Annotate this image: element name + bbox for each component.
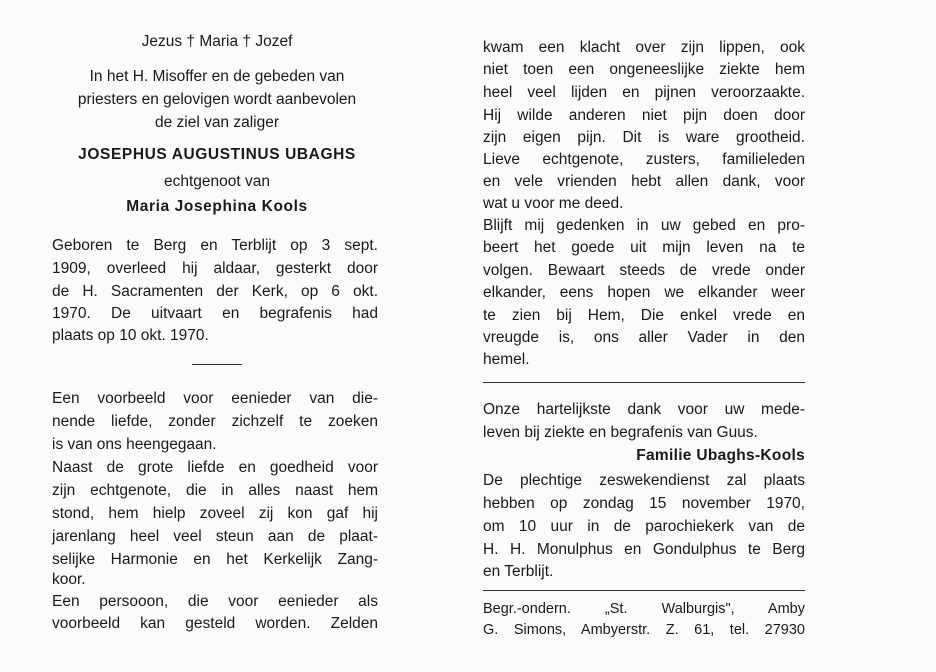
tribute-cont-line: heel veel lijden en pijnen veroorzaakte. — [483, 84, 805, 101]
section-divider — [483, 590, 805, 591]
tribute-line: selijke Harmonie en het Kerkelijk Zang- — [52, 551, 378, 568]
birth-death-line: 1970. De uitvaart en begrafenis had — [52, 305, 378, 322]
short-divider — [192, 364, 242, 365]
tribute-cont-line: wat u voor me deed. — [483, 195, 624, 212]
intro-line: In het H. Misoffer en de gebeden van — [89, 68, 345, 85]
birth-death-line: 1909, overleed hij aldaar, gesterkt door — [52, 260, 378, 277]
family-signature: Familie Ubaghs-Kools — [636, 447, 805, 464]
birth-death-line: plaats op 10 okt. 1970. — [52, 327, 209, 344]
tribute-line: is van ons heengegaan. — [52, 436, 217, 453]
undertaker-line: G. Simons, Ambyerstr. Z. 61, tel. 27930 — [483, 622, 805, 638]
service-line: H. H. Monulphus en Gondulphus te Berg — [483, 541, 805, 558]
thanks-line: Onze hartelijkste dank voor uw mede- — [483, 401, 805, 418]
tribute-line: nende liefde, zonder zichzelf te zoeken — [52, 413, 378, 430]
tribute-cont-line: zijn eigen pijn. Dit is ware grootheid. — [483, 129, 805, 146]
tribute-cont-line: Lieve echtgenote, zusters, familieleden — [483, 151, 805, 168]
service-line: en Terblijt. — [483, 563, 554, 580]
tribute-cont-line: hemel. — [483, 351, 530, 368]
tribute-line: koor. — [52, 571, 86, 588]
tribute-line: Een persooon, die voor eenieder als — [52, 593, 378, 610]
service-line: hebben op zondag 15 november 1970, — [483, 495, 805, 512]
service-line: De plechtige zeswekendienst zal plaats — [483, 472, 805, 489]
tribute-cont-line: te zien bij Hem, Die enkel vrede en — [483, 307, 805, 324]
tribute-cont-line: Hij wilde anderen niet pijn doen door — [483, 107, 805, 124]
tribute-cont-line: niet toen een ongeneeslijke ziekte hem — [483, 61, 805, 78]
service-line: om 10 uur in de parochiekerk van de — [483, 518, 805, 535]
deceased-name: JOSEPHUS AUGUSTINUS UBAGHS — [78, 146, 356, 163]
tribute-cont-line: Blijft mij gedenken in uw gebed en pro- — [483, 217, 805, 234]
tribute-line: zijn echtgenote, die in alles naast hem — [52, 482, 378, 499]
intro-line: priesters en gelovigen wordt aanbevolen — [77, 91, 357, 108]
thanks-line: leven bij ziekte en begrafenis van Guus. — [483, 424, 758, 441]
tribute-line: stond, hem hielp zoveel zij kon gaf hij — [52, 505, 378, 522]
holy-family-header: Jezus † Maria † Jozef — [141, 33, 293, 50]
tribute-line: Naast de grote liefde en goedheid voor — [52, 459, 378, 476]
spouse-name: Maria Josephina Kools — [126, 198, 308, 215]
section-divider — [483, 382, 805, 383]
tribute-cont-line: beert het goede uit mijn leven na te — [483, 239, 805, 256]
birth-death-line: Geboren te Berg en Terblijt op 3 sept. — [52, 237, 378, 254]
tribute-line: jarenlang heel veel steun aan de plaat- — [52, 528, 378, 545]
intro-line: de ziel van zaliger — [154, 114, 280, 131]
tribute-cont-line: vreugde is, ons aller Vader in den — [483, 329, 805, 346]
tribute-cont-line: volgen. Bewaart steeds de vrede onder — [483, 262, 805, 279]
birth-death-line: de H. Sacramenten der Kerk, op 6 okt. — [52, 283, 378, 300]
undertaker-line: Begr.-ondern. „St. Walburgis", Amby — [483, 601, 805, 617]
tribute-cont-line: elkander, eens hopen we elkander weer — [483, 284, 805, 301]
tribute-cont-line: en vele vrienden hebt allen dank, voor — [483, 173, 805, 190]
spouse-label: echtgenoot van — [163, 173, 270, 190]
tribute-line: voorbeeld kan gesteld worden. Zelden — [52, 615, 378, 632]
tribute-line: Een voorbeeld voor eenieder van die- — [52, 390, 378, 407]
tribute-cont-line: kwam een klacht over zijn lippen, ook — [483, 39, 805, 56]
